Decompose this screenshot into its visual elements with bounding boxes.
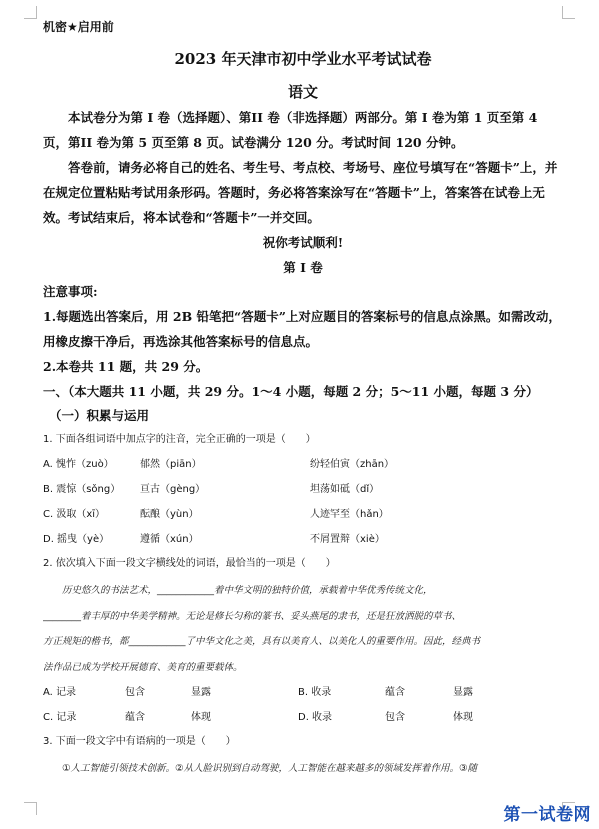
option-word: 包含 — [125, 687, 145, 698]
option-word: B. 震惊（sǒng） — [43, 484, 121, 495]
option-word: B. 收录 — [298, 687, 332, 698]
question-3-passage — [43, 756, 563, 782]
question-1-option-b — [43, 477, 563, 502]
option-word: 体现 — [191, 712, 211, 723]
confidential-label: 机密★启用前 — [43, 20, 114, 34]
option-word: A. 愧怍（zuò） — [43, 459, 114, 470]
notes-item-1: 1.每题选出答案后，用 2B 铅笔把“答题卡”上对应题目的答案标号的信息点涂黑。如需改动，用橡皮擦干净后，再选涂其他答案标号的信息点。 — [43, 309, 561, 349]
question-1-option-a — [43, 452, 563, 477]
option-word: 蕴含 — [385, 687, 405, 698]
option-word: 不屑置辩（xiè） — [310, 534, 385, 545]
option-word: 郁然（piān） — [140, 459, 202, 470]
question-3-stem: 3. 下面一段文字中有语病的一项是（ ） — [43, 736, 236, 747]
question-1-stem: 1. 下面各组词语中加点字的注音，完全正确的一项是（ ） — [43, 434, 316, 445]
passage-line: 法作品已成为学校开展德育、美育的重要载体。 — [43, 661, 243, 673]
option-word: 酝酿（yùn） — [140, 509, 199, 520]
part-one-heading: 一、（本大题共 11 小题，共 29 分。1～4 小题，每题 2 分；5～11 小题，每题 3 分） — [43, 384, 539, 399]
crop-mark-top-left — [24, 6, 37, 19]
question-2-options-ab — [43, 680, 563, 705]
question-2-options-cd — [43, 705, 563, 730]
option-word: D. 摇曳（yè） — [43, 534, 110, 545]
option-word: 包含 — [385, 712, 405, 723]
option-word: 显露 — [191, 687, 211, 698]
option-word: 遵循（xún） — [140, 534, 199, 545]
option-word: 亘古（gèng） — [140, 484, 206, 495]
intro-paragraph-1: 本试卷分为第 I 卷（选择题）、第II 卷（非选择题）两部分。第 I 卷为第 1 页至第 4 页，第II 卷为第 5 页至第 8 页。试卷满分 120 分。考试时间 120 分钟。 — [43, 110, 538, 150]
option-word: 体现 — [453, 712, 473, 723]
question-2-stem: 2. 依次填入下面一段文字横线处的词语，最恰当的一项是（ ） — [43, 558, 336, 569]
volume-heading: 第 I 卷 — [283, 260, 323, 275]
option-word: 显露 — [453, 687, 473, 698]
site-watermark: 第一试卷网 — [503, 805, 591, 825]
option-word: C. 记录 — [43, 712, 77, 723]
crop-mark-top-right — [562, 6, 575, 19]
option-word: 蕴含 — [125, 712, 145, 723]
question-1-option-c — [43, 502, 563, 527]
wish-line: 祝你考试顺利! — [262, 235, 344, 250]
passage-line: 方正规矩的楷书，都____________了中华文化之美，具有以美育人、以美化人的重要作用。因此，经典书 — [43, 636, 481, 647]
subject-title: 语文 — [287, 83, 318, 101]
question-2-passage — [43, 578, 563, 680]
option-word: C. 汲取（xī） — [43, 509, 106, 520]
intro-paragraph-2: 答卷前，请务必将自己的姓名、考生号、考点校、考场号、座位号填写在“答题卡”上，并在规定位置粘贴考试用条形码。答题时，务必将答案涂写在“答题卡”上，答案答在试卷上无效。考试结束后，将本试卷和“答题卡”一并交回。 — [43, 160, 558, 225]
passage-line: 历史悠久的书法艺术，____________着中华文明的独特价值，承载着中华优秀传统文化， — [62, 585, 433, 596]
crop-mark-bottom-left — [24, 802, 37, 815]
exam-title: 2023 年天津市初中学业水平考试试卷 — [174, 50, 432, 68]
notes-heading: 注意事项: — [43, 284, 98, 299]
exam-page — [43, 18, 563, 782]
option-word: 纷轻伯寅（zhān） — [310, 459, 395, 470]
option-word: 坦荡如砥（dǐ） — [310, 484, 380, 495]
passage-line: ________着丰厚的中华美学精神。无论是修长匀称的篆书、妥头燕尾的隶书，还是狂放洒脱的草书、 — [43, 610, 462, 622]
notes-item-2: 2.本卷共 11 题，共 29 分。 — [43, 359, 209, 374]
option-word: A. 记录 — [43, 687, 77, 698]
question-1-option-d — [43, 527, 563, 552]
section-heading-accumulation: （一）积累与运用 — [49, 408, 150, 423]
option-word: 人迹罕至（hǎn） — [310, 509, 389, 520]
passage-line: ①人工智能引领技术创新。②从人脸识别到自动驾驶，人工智能在越来越多的领域发挥着作用。③随 — [62, 763, 478, 774]
option-word: D. 收录 — [298, 712, 333, 723]
